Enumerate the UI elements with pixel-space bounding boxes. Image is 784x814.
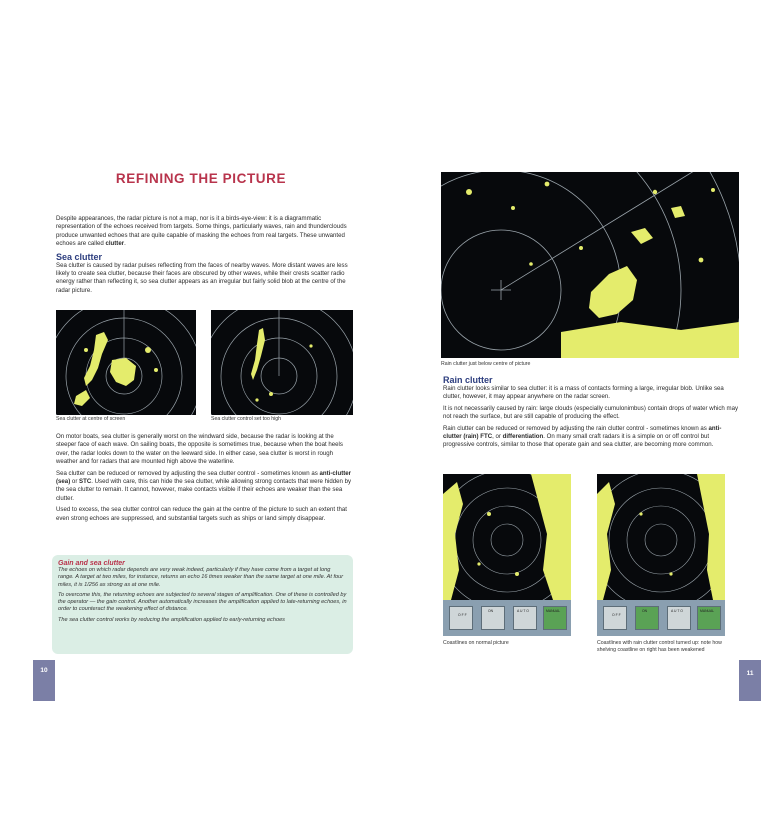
rain-paragraph-3: Rain clutter can be reduced or removed by adjusting the rain clutter control - sometimes known as anti-clutter (rain) FTC, or differentiation. On many small craft radars it is a simple on or off control but progressive controls, similar to those that operate gain and sea clutter, are becoming more common.: [443, 424, 722, 449]
sea-clutter-control-high-radar-image: [211, 310, 353, 415]
auto-knob: A U T O: [513, 606, 537, 630]
sea-clutter-radar-image: [56, 310, 196, 415]
reduce-paragraph: Sea clutter can be reduced or removed by adjusting the sea clutter control - sometimes known as anti-clutter (sea) or STC. Used with care, this can hide the sea clutter, while allowing strong contacts that were hidden by the sea clutter to remain. It cannot, however, make contacts visible if their echoes are weaker than the sea clutter.: [56, 469, 352, 502]
right-column: [443, 375, 740, 450]
intro-paragraph: Despite appearances, the radar picture is not a map, nor is it a birds-eye-view: it is a diagrammatic representation of the echoes received from targets. Some things, particularly waves, rain and thunderclouds produce unwanted echoes that are quite capable of masking the echoes from real targets. These unwanted echoes are called clutter.: [56, 215, 347, 248]
auto-knob: A U T O: [667, 606, 691, 630]
rain-paragraph-2: It is not necessarily caused by rain: large clouds (especially cumulonimbus) contain drops of water which may not reach the surface, but are still capable of producing the effect.: [443, 404, 739, 421]
rain-clutter-radar-image: [441, 172, 739, 358]
caption-coastline-rain-control: Coastlines with rain clutter control turned up: note how shelving coastline on right has been weakened: [597, 640, 722, 653]
page-title: REFINING THE PICTURE: [115, 171, 287, 186]
left-lower-column: [56, 433, 353, 523]
control-panel-left: [443, 600, 571, 636]
caption-sea-clutter-too-high: Sea clutter control set too high: [211, 416, 282, 422]
caption-rain-clutter: Rain clutter just below centre of picture: [441, 361, 531, 367]
coastline-rain-control-radar-image: [597, 474, 725, 636]
off-knob: O F F: [449, 606, 473, 630]
on-knob: ON: [481, 606, 505, 630]
box-heading: Gain and sea clutter: [58, 560, 125, 567]
excess-paragraph: Used to excess, the sea clutter control can reduce the gain at the centre of the picture to such an extent that even strong echoes are suppressed, and substantial targets such as ships or land simply disappear.: [56, 506, 347, 522]
caption-sea-clutter-centre: Sea clutter at centre of screen: [56, 416, 126, 422]
box-paragraph-2: To overcome this, the returning echoes are subjected to several stages of amplification. One of these is controlled by the operator — the gain control. Another automatically increases the amplification applied to late-returning echoes, in order to counteract the weakening effect of distance.: [58, 591, 347, 613]
rain-clutter-heading: Rain clutter: [443, 375, 493, 385]
control-panel-right: [597, 600, 725, 636]
sea-clutter-paragraph: Sea clutter is caused by radar pulses reflecting from the faces of nearby waves. More distant waves are less likely to create sea clutter, because their faces are obscured by other waves, while their crests scatter radio energy rather than reflecting it, so sea clutter appears as an irregular but fairly solid blob at the centre of the radar picture.: [56, 261, 348, 294]
manual-knob: MANUAL: [543, 606, 567, 630]
coastline-normal-radar-image: [443, 474, 571, 636]
rain-paragraph-1: Rain clutter looks similar to sea clutter: it is a mass of contacts forming a large, irregular blob. Unlike sea clutter, however, it may appear anywhere on the radar screen.: [443, 385, 724, 401]
page-number-right: 11: [739, 660, 761, 701]
sea-clutter-heading: Sea clutter: [56, 251, 103, 262]
off-knob: O F F: [603, 606, 627, 630]
left-column: [56, 215, 353, 295]
manual-knob: MANUAL: [697, 606, 721, 630]
caption-coastline-normal: Coastlines on normal picture: [443, 640, 509, 646]
box-paragraph-3: The sea clutter control works by reducing the amplification applied to early-returning echoes: [58, 616, 285, 623]
motorboat-paragraph: On motor boats, sea clutter is generally worst on the windward side, because the radar is looking at the steeper face of each wave. On sailing boats, the opposite is sometimes true, because when the boat heels over, the radar looks down to the water on the leeward side. In either case, sea clutter is worst in rough weather and for radars that are mounted high above the waterline.: [56, 433, 343, 466]
box-paragraph-1: The echoes on which radar depends are very weak indeed, particularly if they have come from a target at long range. A target at two miles, for instance, returns an echo 16 times weaker than the same target at one mile. At four miles, it is 1/256 as strong as at one mile.: [58, 567, 344, 588]
gain-sea-clutter-box: [52, 555, 353, 654]
on-knob: ON: [635, 606, 659, 630]
page-number-left: 10: [33, 660, 55, 701]
